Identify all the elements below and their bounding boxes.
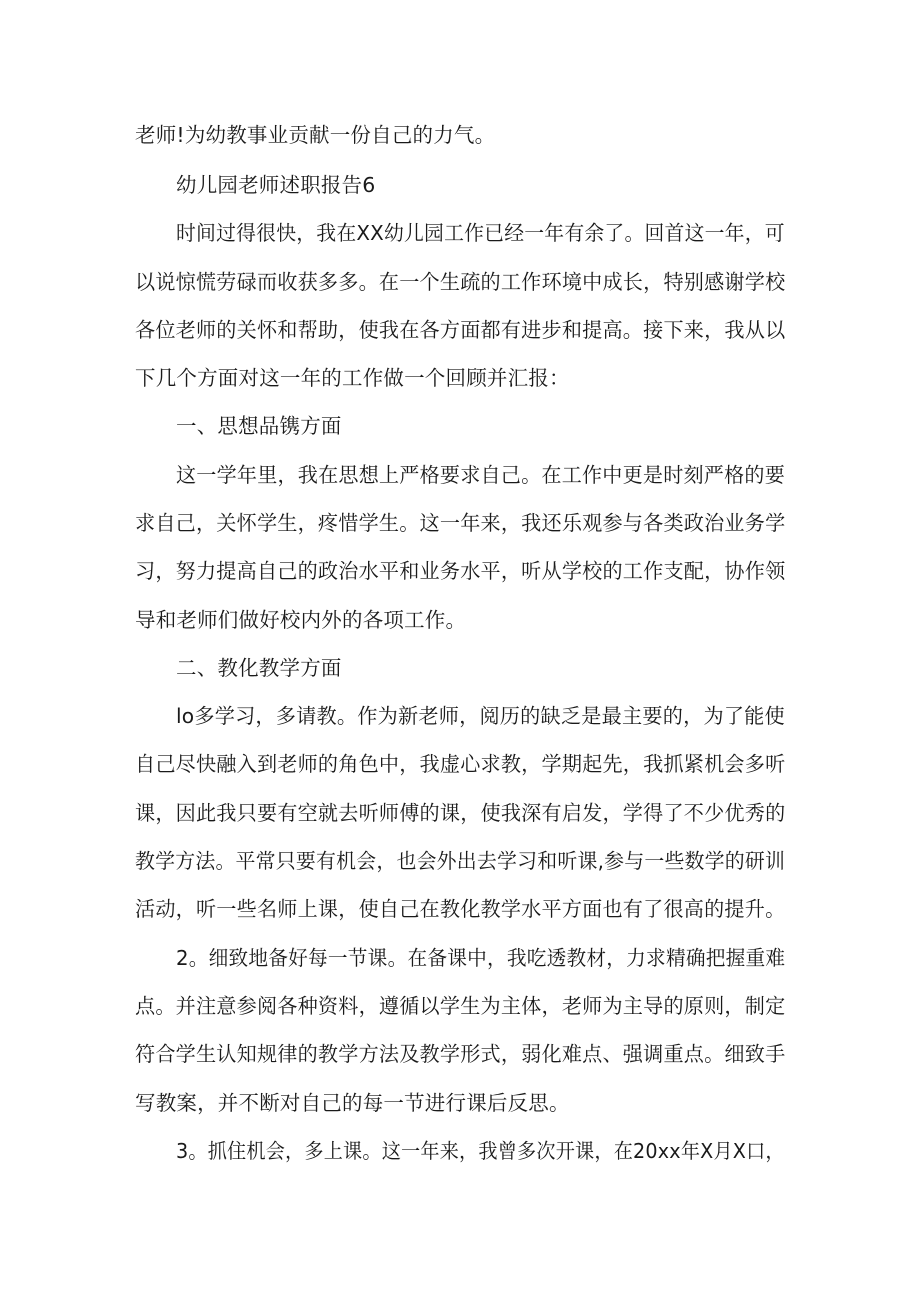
text-line: 2。细致地备好每一节课。在备课中，我吃透教材，力求精确把握重难 bbox=[176, 946, 786, 970]
text-line: 教学方法。平常只要有机会，也会外出去学习和听课,参与一些数学的研训 bbox=[135, 849, 786, 873]
text-line: 下几个方面对这一年的工作做一个回顾并汇报： bbox=[135, 366, 570, 390]
section-heading: 一、思想品镌方面 bbox=[176, 414, 342, 438]
text-line: 写教案，并不断对自己的每一节进行课后反思。 bbox=[135, 1091, 570, 1115]
text-line: 符合学生认知规律的教学方法及教学形式，弱化难点、强调重点。细致手 bbox=[135, 1042, 786, 1066]
text-line: 老师!为幼教事业贡献一份自己的力气。 bbox=[135, 123, 496, 147]
text-line: 课，因此我只要有空就去听师傅的课，使我深有启发，学得了不少优秀的 bbox=[135, 801, 786, 825]
text-line: 求自己，关怀学生，疼惜学生。这一年来，我还乐观参与各类政治业务学 bbox=[135, 511, 786, 535]
text-line: 点。并注意参阅各种资料，遵循以学生为主体，老师为主导的原则，制定 bbox=[135, 994, 786, 1018]
text-line: 以说惊慌劳碌而收获多多。在一个生疏的工作环境中成长，特别感谢学校 bbox=[135, 270, 786, 294]
text-line: lo多学习，多请教。作为新老师，阅历的缺乏是最主要的，为了能使 bbox=[176, 704, 785, 728]
text-line: 这一学年里，我在思想上严格要求自己。在工作中更是时刻严格的要 bbox=[176, 463, 786, 487]
text-line: 习，努力提高自己的政治水平和业务水平，听从学校的工作支配，协作领 bbox=[135, 559, 786, 583]
text-line: 导和老师们做好校内外的各项工作。 bbox=[135, 608, 467, 632]
text-line: 时间过得很快，我在XX幼儿园工作已经一年有余了。回首这一年，可 bbox=[176, 221, 785, 245]
text-line: 自己尽快融入到老师的角色中，我虚心求教，学期起先，我抓紧机会多听 bbox=[135, 752, 786, 776]
text-line: 活动，听一些名师上课，使自己在教化教学水平方面也有了很高的提升。 bbox=[135, 897, 786, 921]
section-heading: 幼儿园老师述职报告6 bbox=[176, 173, 376, 197]
text-line: 3。抓住机会，多上课。这一年来，我曾多次开课，在20xx年X月X口， bbox=[176, 1139, 785, 1163]
text-line: 各位老师的关怀和帮助，使我在各方面都有进步和提高。接下来，我从以 bbox=[135, 318, 786, 342]
section-heading: 二、教化教学方面 bbox=[176, 656, 342, 680]
